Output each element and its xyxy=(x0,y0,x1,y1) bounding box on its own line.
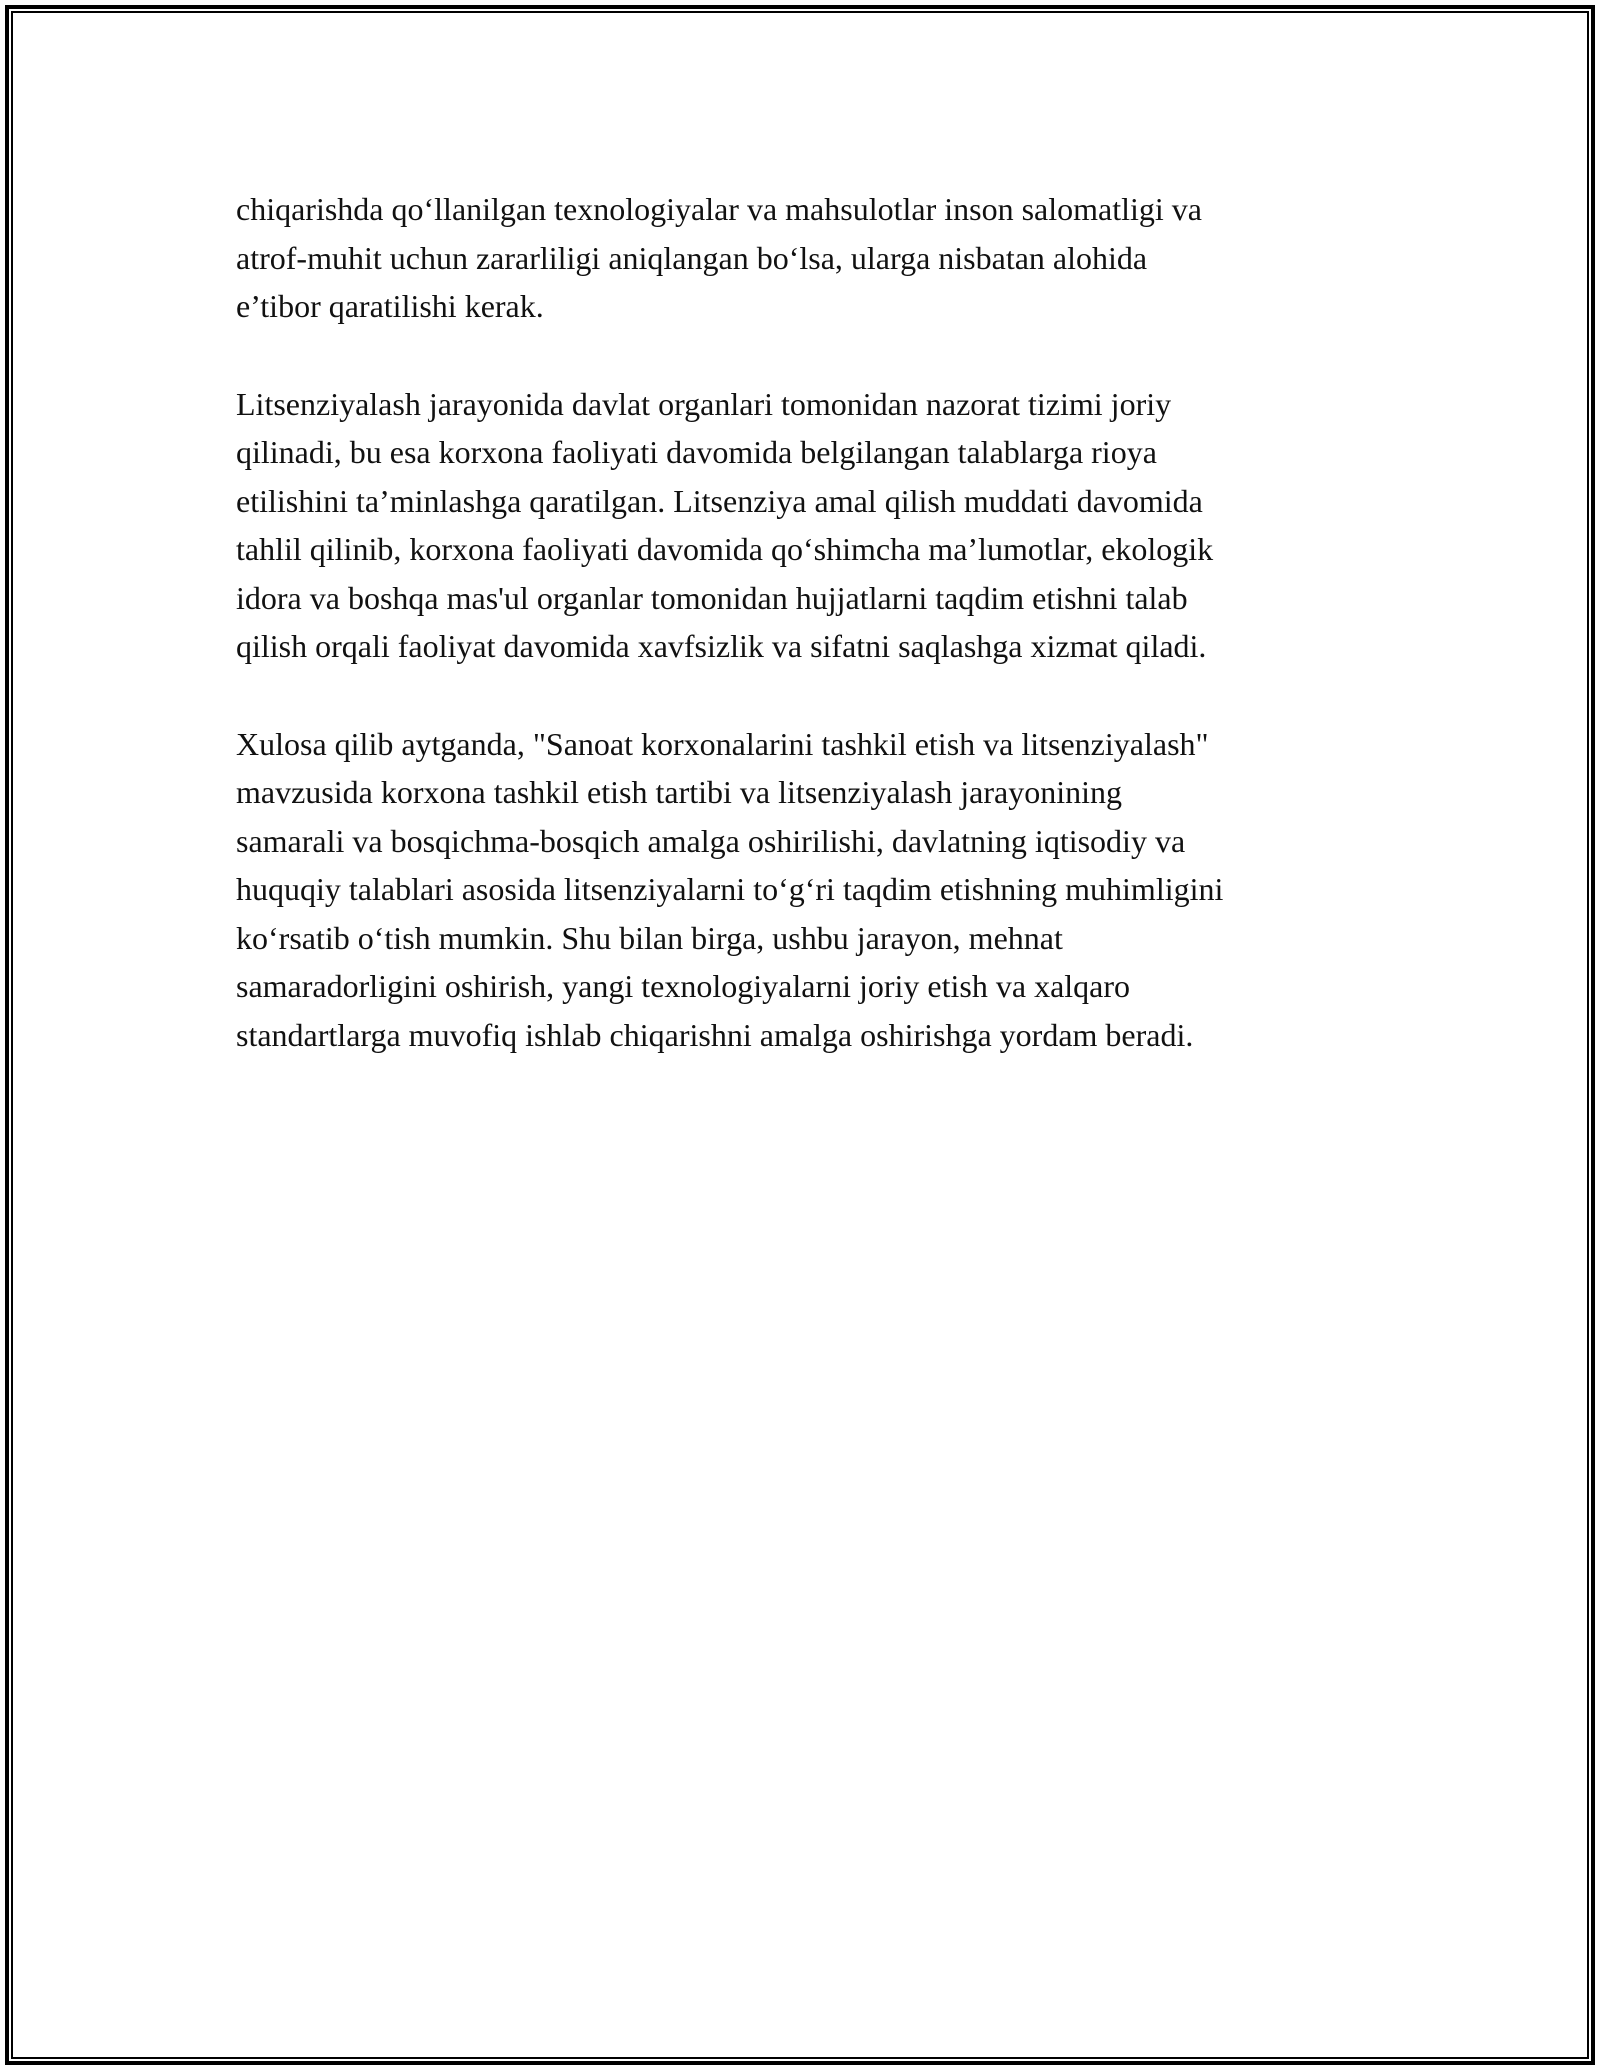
paragraph-line: idora va boshqa mas'ul organlar tomonidan hujjatlarni taqdim etishni talab xyxy=(236,579,1188,616)
paragraph-line: mavzusida korxona tashkil etish tartibi va litsenziyalash jarayonining xyxy=(236,774,1122,810)
paragraph-line: huquqiy talablari asosida litsenziyalarni to‘g‘ri taqdim etishning muhimligini xyxy=(236,871,1224,907)
paragraph-1 xyxy=(236,185,1386,331)
paragraph-line: standartlarga muvofiq ishlab chiqarishni amalga oshirishga yordam beradi. xyxy=(236,1016,1194,1053)
paragraph-line: chiqarishda qo‘llanilgan texnologiyalar va mahsulotlar inson salomatligi va xyxy=(236,191,1202,227)
paragraph-line: etilishini ta’minlashga qaratilgan. Litsenziya amal qilish muddati davomida xyxy=(236,482,1203,519)
paragraph-line: samarali va bosqichma-bosqich amalga oshirilishi, davlatning iqtisodiy va xyxy=(236,822,1186,859)
document-body xyxy=(236,185,1386,1108)
paragraph-2 xyxy=(236,380,1386,671)
paragraph-line: ko‘rsatib o‘tish mumkin. Shu bilan birga, ushbu jarayon, mehnat xyxy=(236,919,1063,956)
paragraph-line: qilish orqali faoliyat davomida xavfsizlik va sifatni saqlashga xizmat qiladi. xyxy=(236,628,1207,664)
paragraph-3 xyxy=(236,720,1386,1060)
paragraph-line: Xulosa qilib aytganda, "Sanoat korxonalarini tashkil etish va litsenziyalash" xyxy=(236,725,1209,762)
paragraph-line: tahlil qilinib, korxona faoliyati davomida qo‘shimcha ma’lumotlar, ekologik xyxy=(236,531,1214,567)
paragraph-line: samaradorligini oshirish, yangi texnologiyalarni joriy etish va xalqaro xyxy=(236,968,1131,1004)
paragraph-line: atrof-muhit uchun zararliligi aniqlangan bo‘lsa, ularga nisbatan alohida xyxy=(236,239,1148,276)
paragraph-line: Litsenziyalash jarayonida davlat organlari tomonidan nazorat tizimi joriy xyxy=(236,385,1172,422)
paragraph-line: qilinadi, bu esa korxona faoliyati davomida belgilangan talablarga rioya xyxy=(236,434,1157,470)
paragraph-line: e’tibor qaratilishi kerak. xyxy=(236,288,544,324)
